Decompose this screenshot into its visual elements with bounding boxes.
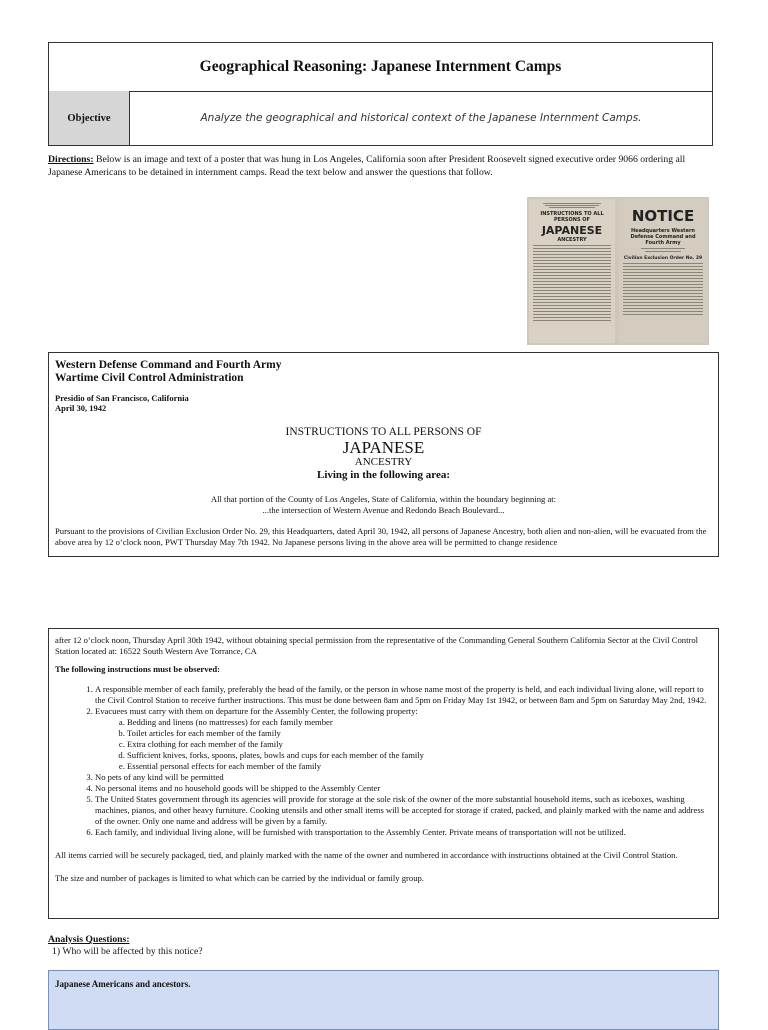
poster-instructions-sheet — [529, 199, 615, 343]
list-item: 3. No pets of any kind will be permitted — [95, 772, 712, 783]
objective-text: Analyze the geographical and historical context of the Japanese Internment Camps. — [200, 112, 642, 124]
notice-date: April 30, 1942 — [55, 403, 107, 413]
poster-notice-sheet — [619, 199, 707, 343]
living-area-heading: Living in the following area: — [316, 469, 451, 481]
title-table — [48, 42, 713, 146]
analysis-heading: Analysis Questions: — [48, 934, 130, 945]
poster-japanese-word: JAPANESE — [541, 224, 603, 237]
instructions-heading: INSTRUCTIONS TO ALL PERSONS OF — [285, 426, 482, 438]
sublist-item: a. Bedding and linens (no mattresses) for each family member — [127, 717, 712, 728]
notice-text-box — [48, 352, 719, 557]
instructions-list — [55, 684, 712, 838]
list-item: 1. A responsible member of each family, preferably the head of the family, or the person in whose name most of the property is held, and each individual living alone, will report to the Civil Control Station to receive further instructions. This must be done between 8am and 5pm on Friday May 1st 1942, or between 8am and 5pm on Saturday May 2nd, 1942. — [95, 684, 712, 706]
ancestry-heading: ANCESTRY — [354, 456, 413, 468]
list-item: 4. No personal items and no household goods will be shipped to the Assembly Center — [95, 783, 712, 794]
org-line-2: Wartime Civil Control Administration — [55, 372, 244, 384]
directions-label: Directions: — [48, 154, 94, 165]
area-description-2: ...the intersection of Western Avenue and Redondo Beach Boulevard... — [262, 505, 505, 515]
org-line-1: Western Defense Command and Fourth Army — [55, 359, 282, 371]
poster-image — [527, 197, 709, 345]
list-item: 5. The United States government through its agencies will provide for storage at the sole risk of the owner of the more substantial household items, such as iceboxes, washing machines, pianos, and other heavy furniture. Cooking utensils and other small items will be accepted for storage if crated, packed, and plainly marked with the name and address of the owner. Only one name and address will be given by a family. — [95, 794, 712, 827]
list-item: 2. Evacuees must carry with them on departure for the Assembly Center, the following property: a. Bedding and linens (no mattresses) for each family member b. Toilet articles for each member of the family c. Extra clothing for each member of the family d. Sufficient knives, forks, spoons, plates, bowls and cups for each member of the family e. Essential personal effects for each member of the family — [95, 706, 712, 772]
property-sublist — [95, 717, 712, 772]
poster-notice-word: NOTICE — [631, 207, 695, 225]
packaging-paragraph: All items carried will be securely packaged, tied, and plainly marked with the name of the owner and numbered in accordance with instructions obtained at the Civil Control Station. — [55, 850, 678, 860]
list-item: 6. Each family, and individual living alone, will be furnished with transportation to the Assembly Center. Private means of transportation will not be utilized. — [95, 827, 712, 838]
answer-field-1[interactable]: Japanese Americans and ancestors. — [48, 970, 719, 1030]
poster-order-number: Civilian Exclusion Order No. 29 — [623, 256, 703, 261]
japanese-heading: JAPANESE — [342, 438, 425, 457]
sublist-item: e. Essential personal effects for each member of the family — [127, 761, 712, 772]
objective-label: Objective — [49, 91, 130, 145]
poster-instructions-heading: INSTRUCTIONS TO ALL PERSONS OF — [540, 211, 604, 223]
poster-ancestry-word: ANCESTRY — [557, 237, 587, 243]
instructions-text-box — [48, 628, 719, 919]
question-1: 1) Who will be affected by this notice? — [52, 946, 203, 957]
notice-place: Presidio of San Francisco, California — [55, 393, 189, 403]
must-observe-heading: The following instructions must be observed: — [55, 664, 220, 674]
continuation-paragraph: after 12 o’clock noon, Thursday April 30th 1942, without obtaining special permission from the representative of the Commanding General Southern California Sector at the Civil Control Station located at: 16522 South Western Ave Torrance, CA — [55, 635, 699, 656]
poster-headquarters-text: Headquarters Western Defense Command and Fourth Army — [630, 228, 696, 246]
area-description-1: All that portion of the County of Los Angeles, State of California, within the boundary beginning at: — [210, 494, 557, 504]
directions-paragraph — [48, 153, 718, 179]
size-limit-paragraph: The size and number of packages is limited to what which can be carried by the individual or family group. — [55, 873, 424, 883]
sublist-item: d. Sufficient knives, forks, spoons, plates, bowls and cups for each member of the family — [127, 750, 712, 761]
directions-text: Below is an image and text of a poster that was hung in Los Angeles, California soon after President Roosevelt signed executive order 9066 ordering all Japanese Americans to be detained in internment camps. Read the text below and answer the questions that follow. — [48, 154, 686, 178]
sublist-item: b. Toilet articles for each member of the family — [127, 728, 712, 739]
sublist-item: c. Extra clothing for each member of the family — [127, 739, 712, 750]
pursuant-paragraph: Pursuant to the provisions of Civilian Exclusion Order No. 29, this Headquarters, dated April 30, 1942, all persons of Japanese Ancestry, both alien and non-alien, will be evacuated from the above area by 12 o’clock noon, PWT Thursday May 7th 1942. No Japanese persons living in the above area will be permitted to change residence — [55, 526, 707, 547]
analysis-section — [48, 934, 203, 958]
page-title: Geographical Reasoning: Japanese Internment Camps — [49, 43, 712, 92]
